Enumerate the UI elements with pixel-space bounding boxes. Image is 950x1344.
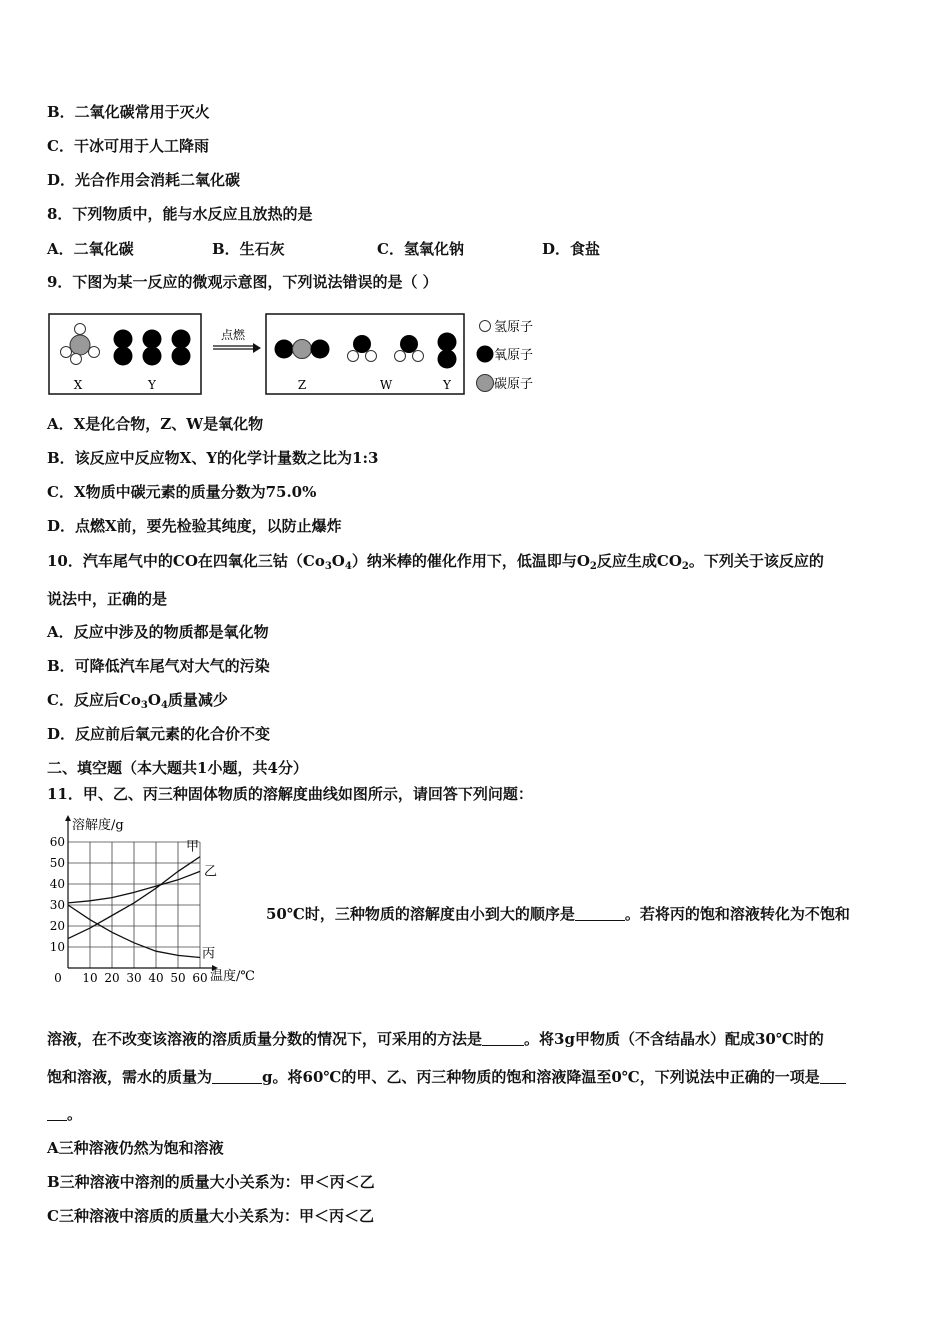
molecule-x: [61, 324, 100, 365]
section-heading: 二、填空题（本大题共1小题，共4分）: [47, 759, 308, 777]
y-tick-label: 40: [49, 877, 65, 891]
y-tick-label: 30: [49, 898, 65, 912]
q8-stem: 8．下列物质中，能与水反应且放热的是: [47, 205, 313, 223]
q10-stem: 10．汽车尾气中的CO在四氧化三钴$(Co_3O_4)$纳米棒的催化作用下，低温即与$O_2$反应生成$CO_2$。下列关于该反应的: [47, 552, 824, 572]
q9-option-a: A．X是化合物，Z、W是氧化物: [47, 415, 264, 433]
legend-hydrogen-icon: [480, 321, 491, 332]
legend-hydrogen: 氢原子: [494, 320, 534, 335]
legend-oxygen-icon: [477, 346, 494, 363]
answer-blank-4[interactable]: [820, 1069, 846, 1084]
y-tick-label: 20: [49, 919, 65, 933]
arrow-head: [253, 343, 261, 353]
q11-option-a: A三种溶液仍然为饱和溶液: [47, 1139, 224, 1157]
q10-option-d: D．反应前后氧元素的化合价不变: [47, 725, 271, 743]
q8-option-a: A．二氧化碳: [47, 240, 134, 258]
q8-option-c: C．氢氧化钠: [377, 240, 464, 258]
x-tick-label: 0: [54, 971, 62, 985]
q9-option-d: D．点燃X前，要先检验其纯度，以防止爆炸: [47, 517, 342, 535]
x-tick-label: 60: [192, 971, 208, 985]
q9-option-b: B．该反应中反应物X、Y的化学计量数之比为1:3: [47, 449, 379, 467]
molecule-z: [275, 340, 330, 359]
q8-option-b: B．生石灰: [212, 240, 285, 258]
x-tick-label: 10: [82, 971, 98, 985]
x-tick-label: 30: [126, 971, 142, 985]
y-tick-label: 60: [49, 835, 65, 849]
x-axis-title: 温度/℃: [210, 969, 255, 984]
q8-options: [47, 238, 847, 258]
reaction-diagram: [48, 312, 568, 400]
q7-option-c: C．干冰可用于人工降雨: [47, 137, 209, 155]
q7-option-b: B．二氧化碳常用于灭火: [47, 103, 210, 121]
label-w: W: [379, 378, 393, 392]
label-y: Y: [148, 378, 156, 392]
q11-option-c: C三种溶液中溶质的质量大小关系为：甲＜丙＜乙: [47, 1207, 374, 1225]
molecules-y: [114, 330, 191, 366]
q11-line4: 。: [47, 1104, 82, 1124]
q11-line2: 溶液，在不改变该溶液的溶质质量分数的情况下，可采用的方法是 。将3g甲物质（不含结晶水）配成30℃时的: [47, 1030, 824, 1048]
legend-carbon-icon: [477, 375, 494, 392]
q7-option-d: D．光合作用会消耗二氧化碳: [47, 171, 241, 189]
arrow-label: 点燃: [220, 328, 246, 342]
series-label-0: 甲: [186, 839, 200, 855]
x-tick-label: 20: [104, 971, 120, 985]
q9-stem: 9．下图为某一反应的微观示意图，下列说法错误的是（ ）: [47, 273, 438, 291]
q8-option-d: D．食盐: [542, 240, 601, 258]
answer-blank-4-cont: [47, 1106, 67, 1121]
answer-blank-2[interactable]: [482, 1031, 524, 1046]
label-x: X: [73, 378, 83, 392]
legend-oxygen: 氧原子: [494, 348, 534, 363]
y-axis-arrow-icon: [65, 815, 71, 821]
label-y2: Y: [443, 378, 451, 392]
q10-option-b: B．可降低汽车尾气对大气的污染: [47, 657, 270, 675]
x-tick-label: 40: [148, 971, 164, 985]
q11-inline: 50℃时，三种物质的溶解度由小到大的顺序是 。若将丙的饱和溶液转化为不饱和: [266, 905, 850, 923]
molecules-w: [348, 335, 424, 362]
y-axis-title: 溶解度/g: [72, 818, 124, 833]
series-label-2: 丙: [202, 946, 216, 962]
q10-option-a: A．反应中涉及的物质都是氧化物: [47, 623, 269, 641]
molecule-y-leftover: [438, 333, 457, 369]
q10-stem-line2: 说法中，正确的是: [47, 590, 168, 608]
answer-blank-3[interactable]: [212, 1069, 262, 1084]
legend: [477, 320, 534, 392]
label-z: Z: [297, 378, 307, 392]
q11-line3: 饱和溶液，需水的质量为 g。将60℃的甲、乙、丙三种物质的饱和溶液降温至0℃，下列说法中正确的一项是: [47, 1067, 846, 1087]
legend-carbon: 碳原子: [494, 377, 534, 392]
solubility-chart: [44, 812, 270, 986]
q10-option-c: C．反应后$Co_3O_4$质量减少: [47, 691, 228, 711]
series-label-1: 乙: [204, 864, 218, 880]
y-tick-label: 50: [49, 856, 65, 870]
answer-blank-1[interactable]: [575, 906, 625, 921]
x-tick-label: 50: [170, 971, 186, 985]
q11-stem: 11．甲、乙、丙三种固体物质的溶解度曲线如图所示，请回答下列问题：: [47, 785, 533, 803]
q11-option-b: B三种溶液中溶剂的质量大小关系为：甲＜丙＜乙: [47, 1173, 375, 1191]
q9-option-c: C．X物质中碳元素的质量分数为75.0%: [47, 483, 317, 501]
y-tick-label: 10: [49, 940, 65, 954]
